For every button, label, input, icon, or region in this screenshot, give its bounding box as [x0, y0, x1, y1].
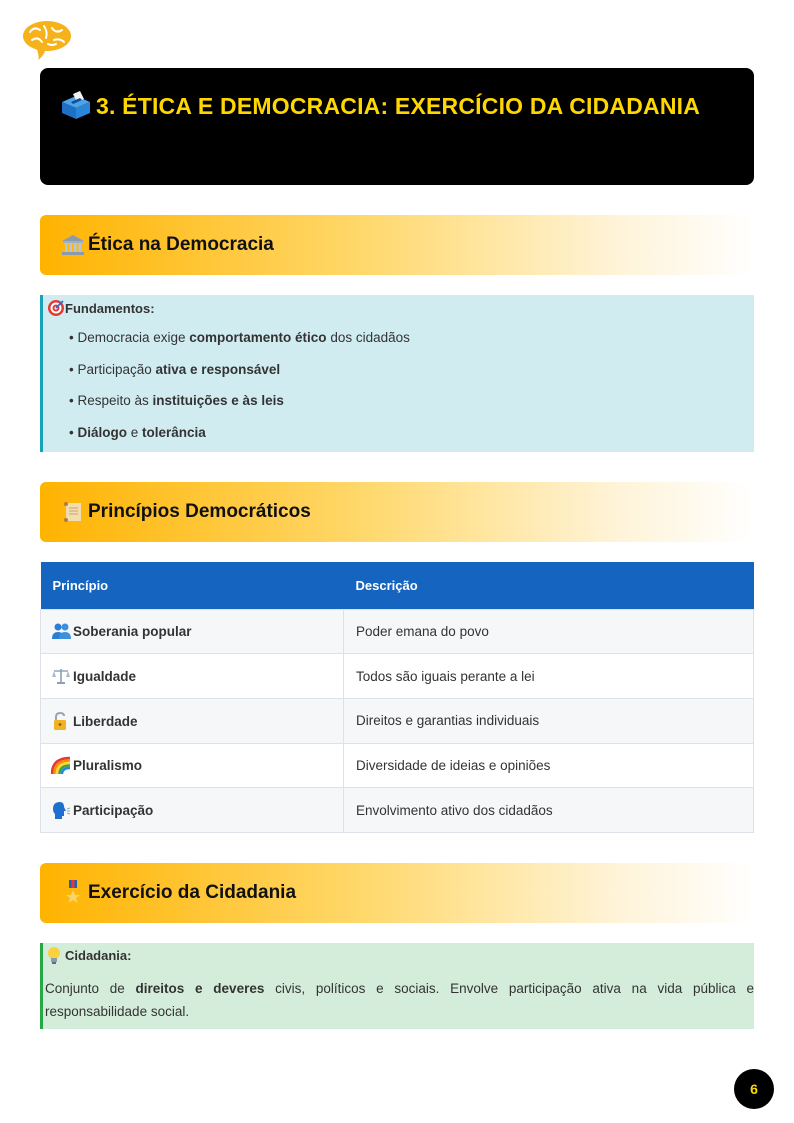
section-title: Ética na Democracia	[88, 234, 274, 255]
list-item: • Participação ativa e responsável	[69, 361, 281, 377]
table-row	[41, 743, 754, 788]
principio-cell: Participação	[41, 788, 344, 833]
list-item: • Democracia exige comportamento ético dos cidadãos	[69, 330, 410, 345]
page-title	[60, 86, 734, 127]
descricao-cell: Todos são iguais perante a lei	[344, 654, 754, 699]
section-header-etica	[40, 215, 754, 275]
brain-icon	[20, 16, 74, 62]
table-row	[41, 609, 754, 654]
light-bulb-icon	[45, 946, 65, 964]
title-banner	[40, 68, 754, 185]
cidadania-label-text: Cidadania:	[65, 947, 132, 963]
page-number: 6	[734, 1069, 774, 1109]
descricao-cell: Direitos e garantias individuais	[344, 698, 754, 743]
table-row	[41, 788, 754, 833]
table-header-row	[41, 562, 754, 609]
section-header-principios	[40, 482, 754, 542]
fundamentos-box	[40, 295, 754, 452]
principio-cell: Liberdade	[41, 698, 344, 743]
cidadania-box	[40, 943, 754, 1029]
list-item: • Respeito às instituições e às leis	[69, 393, 284, 408]
people-icon	[51, 622, 71, 640]
speaking-head-icon	[51, 801, 71, 819]
section-title: Princípios Democráticos	[88, 501, 311, 522]
cidadania-text: Conjunto de direitos e deveres civis, políticos e sociais. Envolve participação ativa na vida pública e responsabilidade social.	[45, 981, 754, 1019]
principio-cell: Pluralismo	[41, 743, 344, 788]
table-row	[41, 698, 754, 743]
column-header-descricao: Descrição	[344, 562, 754, 609]
military-medal-icon	[60, 880, 86, 906]
fundamentos-list	[47, 329, 754, 455]
table-row	[41, 654, 754, 699]
target-icon	[47, 299, 65, 317]
column-header-principio: Princípio	[41, 562, 344, 609]
ballot-box-icon	[60, 90, 92, 120]
descricao-cell: Envolvimento ativo dos cidadãos	[344, 788, 754, 833]
descricao-cell: Diversidade de ideias e opiniões	[344, 743, 754, 788]
classical-building-icon	[60, 232, 86, 258]
list-item: • Diálogo e tolerância	[69, 424, 206, 440]
fundamentos-label	[47, 299, 754, 317]
principio-cell: Soberania popular	[41, 609, 344, 654]
principio-cell: Igualdade	[41, 654, 344, 699]
section-header-exercicio	[40, 863, 754, 923]
unlocked-padlock-icon	[51, 712, 71, 730]
balance-scale-icon	[51, 667, 71, 685]
page-title-text: 3. ÉTICA E DEMOCRACIA: EXERCÍCIO DA CIDADANIA	[96, 93, 701, 119]
rainbow-icon	[51, 756, 71, 774]
section-title: Exercício da Cidadania	[88, 882, 297, 903]
principios-table	[40, 562, 754, 833]
cidadania-label	[45, 946, 754, 964]
descricao-cell: Poder emana do povo	[344, 609, 754, 654]
fundamentos-label-text: Fundamentos:	[65, 300, 155, 316]
scroll-icon	[60, 499, 86, 525]
